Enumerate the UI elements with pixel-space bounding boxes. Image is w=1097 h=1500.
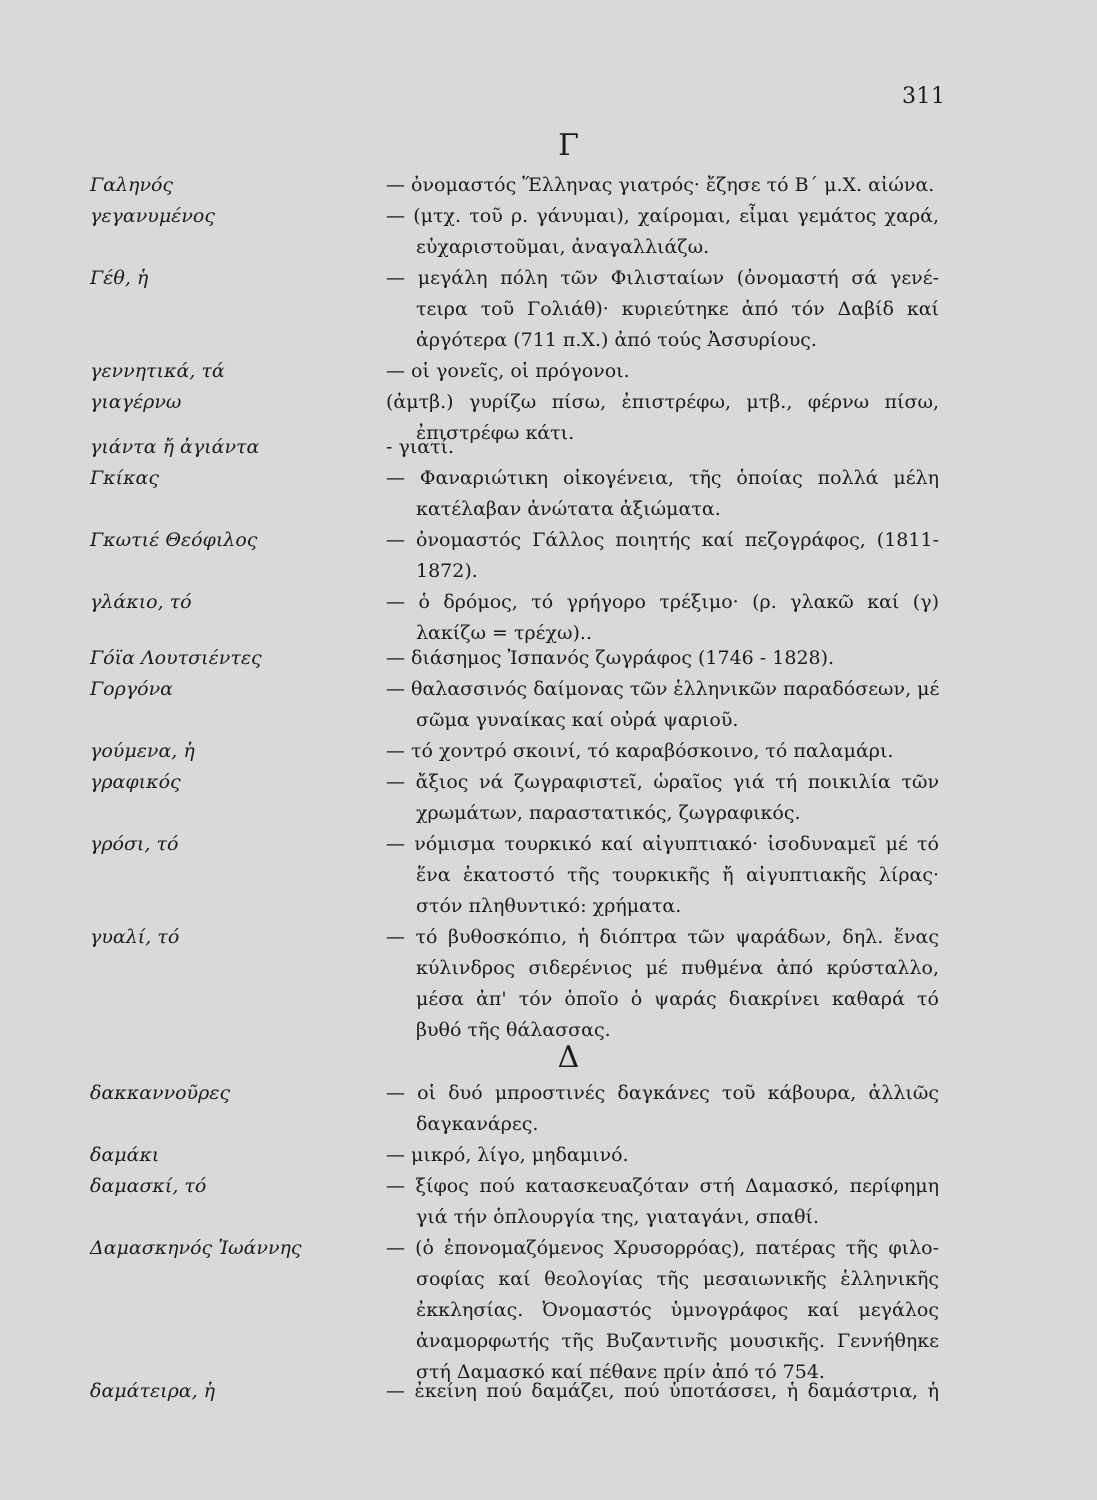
definition-line: δαγκανάρες. bbox=[416, 1113, 539, 1135]
entry-definition bbox=[386, 643, 939, 674]
entry-term: γεγανυμένος bbox=[90, 205, 216, 227]
definition-line: — (μτχ. τοῦ ρ. γάνυμαι), χαίρομαι, εἶμαι γεμάτος χαρά, bbox=[386, 205, 939, 227]
definition-line: — θαλασσινός δαίμονας τῶν ἑλληνικῶν παραδόσεων, μέ bbox=[386, 678, 940, 700]
entry-term: Γαληνός bbox=[90, 174, 174, 196]
definition-line: — ὀνομαστός Ἕλληνας γιατρός· ἔζησε τό Β΄ μ.Χ. αἰώνα. bbox=[386, 174, 935, 196]
definition-line: - γιατί. bbox=[386, 436, 455, 458]
entry-definition bbox=[386, 1171, 939, 1233]
definition-line: — οἱ δυό μπροστινές δαγκάνες τοῦ κάβουρα, ἀλλιῶς bbox=[386, 1082, 939, 1104]
entry-definition bbox=[386, 587, 939, 649]
entry-term: γεννητικά, τά bbox=[90, 360, 225, 382]
definition-line: 1872). bbox=[416, 560, 478, 582]
definition-line: — μεγάλη πόλη τῶν Φιλισταίων (ὀνομαστή σά γενέ- bbox=[386, 267, 939, 289]
entry-definition bbox=[386, 525, 939, 587]
entry-term: δαμάκι bbox=[90, 1144, 160, 1166]
definition-line: σῶμα γυναίκας καί οὐρά ψαριοῦ. bbox=[416, 709, 739, 731]
entry-term: δακκαννοῦρες bbox=[90, 1082, 231, 1104]
section-heading-delta: Δ bbox=[557, 1040, 580, 1075]
entry-term: γιαγέρνω bbox=[90, 391, 182, 413]
definition-line: λακίζω = τρέχω).. bbox=[416, 622, 593, 644]
entry-definition bbox=[386, 674, 939, 736]
definition-line: — Φαναριώτικη οἰκογένεια, τῆς ὁποίας πολλά μέλη bbox=[386, 467, 939, 489]
definition-line: εὐχαριστοῦμαι, ἀναγαλλιάζω. bbox=[416, 236, 710, 258]
page-number: 311 bbox=[902, 84, 946, 109]
definition-line: ἕνα ἑκατοστό τῆς τουρκικῆς ἤ αἰγυπτιακῆς λίρας· bbox=[416, 864, 939, 886]
section-heading-gamma: Γ bbox=[558, 128, 579, 163]
definition-line: — ἐκείνη πού δαμάζει, πού ὑποτάσσει, ἡ δαμάστρια, ἡ bbox=[386, 1380, 939, 1402]
entry-term: δαμασκί, τό bbox=[90, 1175, 207, 1197]
entry-term: γυαλί, τό bbox=[90, 926, 180, 948]
definition-line: — (ὁ ἐπονομαζόμενος Χρυσορρόας), πατέρας τῆς φιλο- bbox=[386, 1237, 939, 1259]
definition-line: βυθό τῆς θάλασσας. bbox=[416, 1019, 611, 1041]
definition-line: ἀργότερα (711 π.Χ.) ἀπό τούς Ἀσσυρίους. bbox=[416, 329, 817, 351]
definition-line: τειρα τοῦ Γολιάθ)· κυριεύτηκε ἀπό τόν Δαβίδ καί bbox=[416, 298, 939, 320]
entry-definition bbox=[386, 356, 939, 387]
definition-line: — τό βυθοσκόπιο, ἡ διόπτρα τῶν ψαράδων, δηλ. ἕνας bbox=[386, 926, 939, 948]
entry-term: Δαμασκηνός Ἰωάννης bbox=[90, 1237, 302, 1259]
entry-definition bbox=[386, 1078, 939, 1140]
definition-line: ἀναμορφωτής τῆς Βυζαντινῆς μουσικῆς. Γεννήθηκε bbox=[416, 1330, 939, 1352]
definition-line: — ὀνομαστός Γάλλος ποιητής καί πεζογράφος, (1811- bbox=[386, 529, 939, 551]
definition-line: — μικρό, λίγο, μηδαμινό. bbox=[386, 1144, 629, 1166]
entry-term: Γόϊα Λουτσιέντες bbox=[90, 647, 262, 669]
definition-line: χρωμάτων, παραστατικός, ζωγραφικός. bbox=[416, 802, 801, 824]
definition-line: στή Δαμασκό καί πέθανε πρίν ἀπό τό 754. bbox=[416, 1361, 825, 1383]
definition-line: κύλινδρος σιδερένιος μέ πυθμένα ἀπό κρύσταλλο, bbox=[416, 957, 939, 979]
entry-definition bbox=[386, 767, 939, 829]
definition-line: γιά τήν ὁπλουργία της, γιαταγάνι, σπαθί. bbox=[416, 1206, 820, 1228]
entry-term: γλάκιο, τό bbox=[90, 591, 192, 613]
entry-definition bbox=[386, 463, 939, 525]
entry-definition bbox=[386, 1376, 939, 1407]
definition-line: — νόμισμα τουρκικό καί αἰγυπτιακό· ἰσοδυναμεῖ μέ τό bbox=[386, 833, 939, 855]
entry-definition bbox=[386, 201, 939, 263]
entry-definition bbox=[386, 170, 939, 201]
definition-line: — τό χοντρό σκοινί, τό καραβόσκοινο, τό παλαμάρι. bbox=[386, 740, 894, 762]
entry-definition bbox=[386, 829, 939, 922]
entry-term: γιάντα ἤ ἀγιάντα bbox=[90, 436, 260, 458]
entry-definition bbox=[386, 922, 939, 1046]
definition-line: κατέλαβαν ἀνώτατα ἀξιώματα. bbox=[416, 498, 721, 520]
definition-line: — διάσημος Ἰσπανός ζωγράφος (1746 - 1828). bbox=[386, 647, 835, 669]
entry-term: Γκωτιέ Θεόφιλος bbox=[90, 529, 258, 551]
entry-definition bbox=[386, 736, 939, 767]
entry-definition bbox=[386, 263, 939, 356]
definition-line: — οἱ γονεῖς, οἱ πρόγονοι. bbox=[386, 360, 630, 382]
definition-line: — ἄξιος νά ζωγραφιστεῖ, ὡραῖος γιά τή ποικιλία τῶν bbox=[386, 771, 939, 793]
definition-line: στόν πληθυντικό: χρήματα. bbox=[416, 895, 682, 917]
entry-definition bbox=[386, 1140, 939, 1171]
definition-line: — ξίφος πού κατασκευαζόταν στή Δαμασκό, περίφημη bbox=[386, 1175, 939, 1197]
entry-term: γούμενα, ἡ bbox=[90, 740, 195, 762]
entry-term: δαμάτειρα, ἡ bbox=[90, 1380, 216, 1402]
entry-term: γρόσι, τό bbox=[90, 833, 179, 855]
definition-line: σοφίας καί θεολογίας τῆς μεσαιωνικῆς ἑλληνικῆς bbox=[416, 1268, 939, 1290]
definition-line: μέσα ἀπ' τόν ὁποῖο ὁ ψαράς διακρίνει καθαρά τό bbox=[416, 988, 939, 1010]
definition-line: ἐπιστρέφω κάτι. bbox=[416, 422, 575, 444]
entry-term: Γοργόνα bbox=[90, 678, 173, 700]
entry-term: Γέθ, ἡ bbox=[90, 267, 149, 289]
definition-line: — ὁ δρόμος, τό γρήγορο τρέξιμο· (ρ. γλακῶ καί (γ) bbox=[386, 591, 939, 613]
entry-term: γραφικός bbox=[90, 771, 181, 793]
entry-definition bbox=[386, 1233, 939, 1388]
definition-line: (ἀμτβ.) γυρίζω πίσω, ἐπιστρέφω, μτβ., φέρνω πίσω, bbox=[386, 391, 939, 413]
entry-term: Γκίκας bbox=[90, 467, 160, 489]
entry-definition bbox=[386, 432, 939, 463]
definition-line: ἐκκλησίας. Ὀνομαστός ὑμνογράφος καί μεγάλος bbox=[416, 1299, 939, 1321]
